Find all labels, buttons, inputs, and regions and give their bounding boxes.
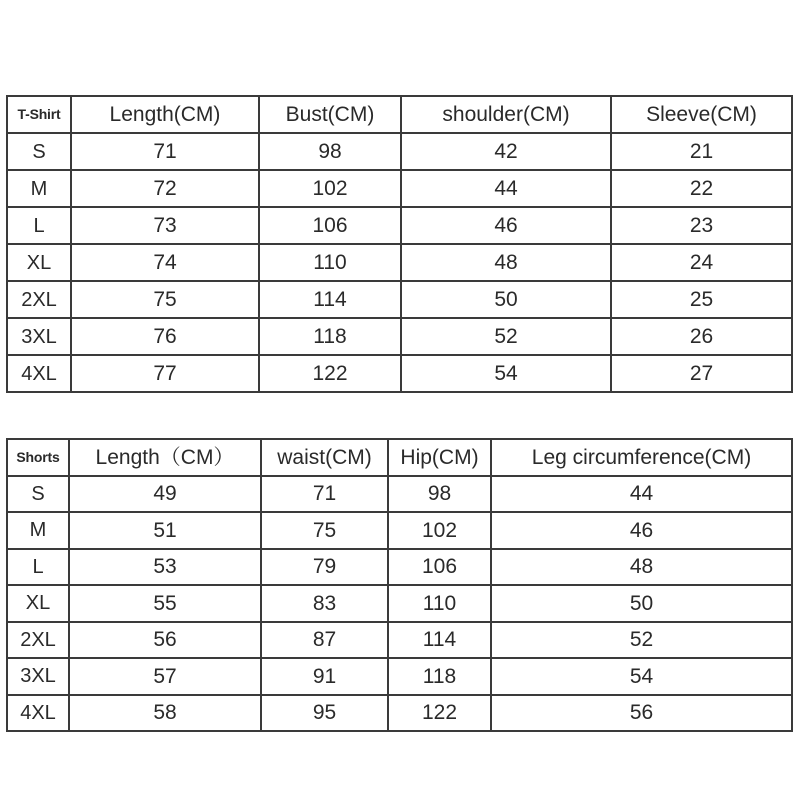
tshirt-corner-label: T-Shirt [7,96,71,133]
tshirt-size-table [6,95,793,393]
tshirt-3xl-length: 76 [71,318,259,355]
tshirt-xl-bust: 110 [259,244,401,281]
tshirt-3xl-sleeve: 26 [611,318,792,355]
shorts-size-2xl: 2XL [7,622,69,659]
shorts-header-hip: Hip(CM) [388,439,491,476]
tshirt-header-bust: Bust(CM) [259,96,401,133]
table-row [7,512,792,549]
tshirt-xl-sleeve: 24 [611,244,792,281]
shorts-4xl-leg: 56 [491,695,792,732]
table-row [7,170,792,207]
shorts-corner-label: Shorts [7,439,69,476]
shorts-s-waist: 71 [261,476,388,513]
table-row [7,549,792,586]
tshirt-s-shoulder: 42 [401,133,611,170]
tshirt-m-shoulder: 44 [401,170,611,207]
table-row [7,585,792,622]
tshirt-size-s: S [7,133,71,170]
tshirt-4xl-shoulder: 54 [401,355,611,392]
shorts-4xl-hip: 122 [388,695,491,732]
tshirt-size-3xl: 3XL [7,318,71,355]
tshirt-3xl-bust: 118 [259,318,401,355]
shorts-2xl-leg: 52 [491,622,792,659]
table-row [7,244,792,281]
shorts-2xl-hip: 114 [388,622,491,659]
tshirt-s-bust: 98 [259,133,401,170]
shorts-m-hip: 102 [388,512,491,549]
shorts-xl-waist: 83 [261,585,388,622]
shorts-size-3xl: 3XL [7,658,69,695]
shorts-m-leg: 46 [491,512,792,549]
shorts-l-leg: 48 [491,549,792,586]
tshirt-l-sleeve: 23 [611,207,792,244]
tshirt-2xl-length: 75 [71,281,259,318]
tshirt-size-2xl: 2XL [7,281,71,318]
shorts-xl-hip: 110 [388,585,491,622]
table-row [7,476,792,513]
shorts-m-waist: 75 [261,512,388,549]
tshirt-header-sleeve: Sleeve(CM) [611,96,792,133]
tshirt-4xl-length: 77 [71,355,259,392]
shorts-4xl-length: 58 [69,695,261,732]
tshirt-2xl-sleeve: 25 [611,281,792,318]
shorts-3xl-leg: 54 [491,658,792,695]
shorts-size-m: M [7,512,69,549]
tshirt-2xl-bust: 114 [259,281,401,318]
shorts-size-s: S [7,476,69,513]
tshirt-4xl-bust: 122 [259,355,401,392]
shorts-size-4xl: 4XL [7,695,69,732]
table-row [7,355,792,392]
shorts-s-leg: 44 [491,476,792,513]
shorts-l-length: 53 [69,549,261,586]
shorts-xl-leg: 50 [491,585,792,622]
tshirt-l-shoulder: 46 [401,207,611,244]
tshirt-3xl-shoulder: 52 [401,318,611,355]
tshirt-header-shoulder: shoulder(CM) [401,96,611,133]
table-row [7,658,792,695]
shorts-size-xl: XL [7,585,69,622]
shorts-size-table [6,438,793,732]
shorts-header-leg-circumference: Leg circumference(CM) [491,439,792,476]
shorts-m-length: 51 [69,512,261,549]
tshirt-4xl-sleeve: 27 [611,355,792,392]
tshirt-m-bust: 102 [259,170,401,207]
shorts-3xl-length: 57 [69,658,261,695]
shorts-2xl-waist: 87 [261,622,388,659]
shorts-s-hip: 98 [388,476,491,513]
shorts-l-hip: 106 [388,549,491,586]
table-row [7,318,792,355]
tshirt-s-sleeve: 21 [611,133,792,170]
tshirt-xl-length: 74 [71,244,259,281]
shorts-size-l: L [7,549,69,586]
table-row [7,622,792,659]
shorts-header-waist: waist(CM) [261,439,388,476]
table-row [7,281,792,318]
table-row [7,695,792,732]
tshirt-l-bust: 106 [259,207,401,244]
tshirt-size-m: M [7,170,71,207]
table-row [7,133,792,170]
shorts-xl-length: 55 [69,585,261,622]
shorts-header-row [7,439,792,476]
tshirt-header-row [7,96,792,133]
tshirt-l-length: 73 [71,207,259,244]
tshirt-m-length: 72 [71,170,259,207]
shorts-l-waist: 79 [261,549,388,586]
tshirt-size-4xl: 4XL [7,355,71,392]
tshirt-xl-shoulder: 48 [401,244,611,281]
shorts-s-length: 49 [69,476,261,513]
tshirt-m-sleeve: 22 [611,170,792,207]
table-row [7,207,792,244]
shorts-4xl-waist: 95 [261,695,388,732]
tshirt-size-l: L [7,207,71,244]
shorts-3xl-hip: 118 [388,658,491,695]
tshirt-size-xl: XL [7,244,71,281]
tshirt-2xl-shoulder: 50 [401,281,611,318]
tshirt-header-length: Length(CM) [71,96,259,133]
shorts-3xl-waist: 91 [261,658,388,695]
tshirt-s-length: 71 [71,133,259,170]
shorts-2xl-length: 56 [69,622,261,659]
shorts-header-length: Length（CM） [69,439,261,476]
